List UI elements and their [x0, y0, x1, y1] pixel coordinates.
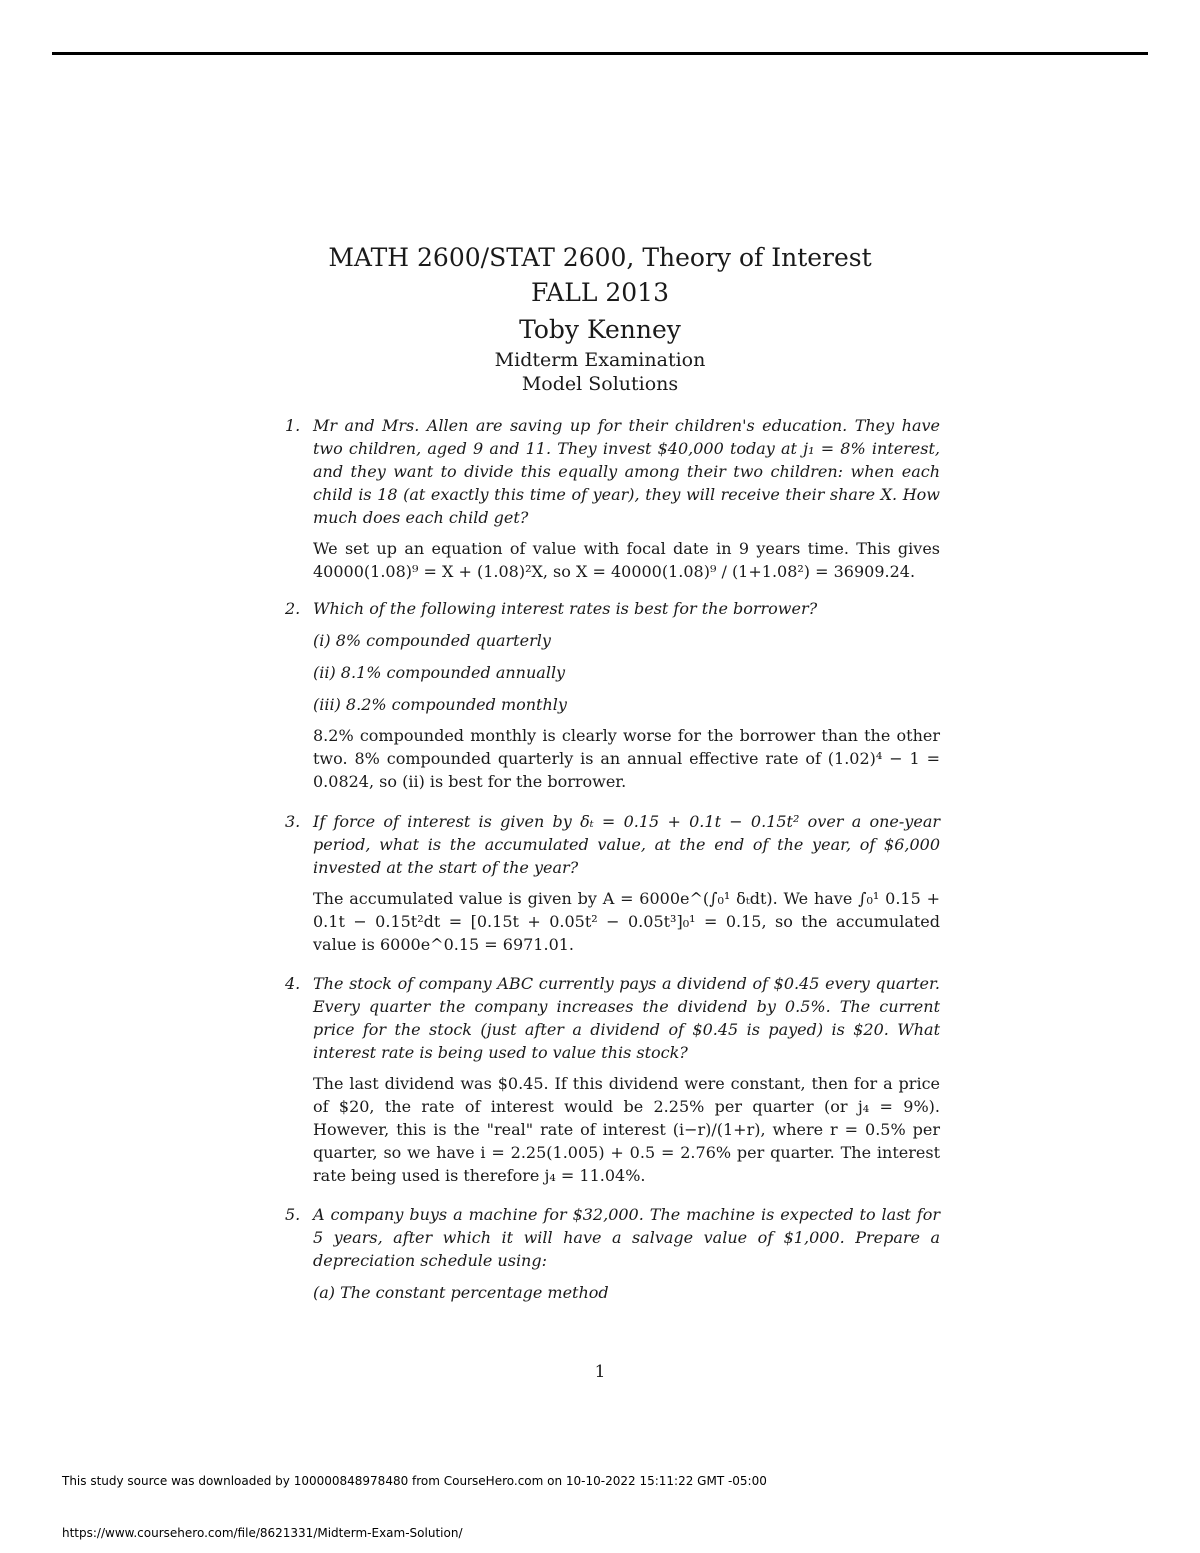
- question-5: [285, 1203, 940, 1304]
- option-ii: (ii) 8.1% compounded annually: [313, 663, 566, 682]
- question-number: 1.: [285, 416, 301, 435]
- question-text: If force of interest is given by δₜ = 0.15 + 0.1t − 0.15t² over a one-year period, what is the accumulated value, at the end of the year, of $6,000 invested at the start of the year?: [313, 812, 940, 877]
- question-text: Which of the following interest rates is best for the borrower?: [313, 599, 818, 618]
- option-iii: (iii) 8.2% compounded monthly: [313, 695, 567, 714]
- answer-text: The accumulated value is given by A = 6000e^(∫₀¹ δₜdt). We have ∫₀¹ 0.15 + 0.1t − 0.15t²dt = [0.15t + 0.05t² − 0.05t³]₀¹ = 0.15, so the accumulated value is 6000e^0.15 = 6971.01.: [313, 889, 940, 954]
- exam-name: Midterm Examination: [494, 349, 706, 371]
- question-text: The stock of company ABC currently pays a dividend of $0.45 every quarter. Every quarter the company increases the dividend by 0.5%. The current price for the stock (just after a dividend of $0.45 is payed) is $20. What interest rate is being used to value this stock?: [313, 974, 940, 1062]
- question-2: [285, 597, 940, 793]
- answer-text: The last dividend was $0.45. If this dividend were constant, then for a price of $20, the rate of interest would be 2.25% per quarter (or j₄ = 9%). However, this is the "real" rate of interest (i−r)/(1+r), where r = 0.5% per quarter, so we have i = 2.25(1.005) + 0.5 = 2.76% per quarter. The interest rate being used is therefore j₄ = 11.04%.: [313, 1074, 940, 1185]
- page-number: 1: [594, 1362, 606, 1382]
- option-a: (a) The constant percentage method: [313, 1283, 609, 1302]
- questions-list: [285, 414, 940, 1304]
- question-4: [285, 972, 940, 1187]
- option-i: (i) 8% compounded quarterly: [313, 631, 551, 650]
- question-number: 2.: [285, 599, 301, 618]
- course-title: MATH 2600/STAT 2600, Theory of Interest: [328, 243, 872, 272]
- question-text: A company buys a machine for $32,000. The machine is expected to last for 5 years, after which it will have a salvage value of $1,000. Prepare a depreciation schedule using:: [313, 1205, 940, 1270]
- question-3: [285, 810, 940, 956]
- question-number: 5.: [285, 1205, 301, 1224]
- author: Toby Kenney: [519, 315, 681, 344]
- subtitle: Model Solutions: [521, 373, 679, 395]
- question-text: Mr and Mrs. Allen are saving up for their children's education. They have two children, aged 9 and 11. They invest $40,000 today at j₁ = 8% interest, and they want to divide this equally among their two children: when each child is 18 (at exactly this time of year), they will receive their share X. How much does each child get?: [313, 416, 940, 527]
- source-url[interactable]: https://www.coursehero.com/file/8621331/Midterm-Exam-Solution/: [62, 1526, 463, 1540]
- answer-text: We set up an equation of value with focal date in 9 years time. This gives 40000(1.08)⁹ = X + (1.08)²X, so X = 40000(1.08)⁹ / (1+1.08²) = 36909.24.: [313, 539, 940, 581]
- question-number: 3.: [285, 812, 301, 831]
- term: FALL 2013: [530, 278, 669, 307]
- download-notice: This study source was downloaded by 100000848978480 from CourseHero.com on 10-10-2022 15:11:22 GMT -05:00: [62, 1474, 767, 1488]
- question-number: 4.: [285, 974, 301, 993]
- question-1: [285, 414, 940, 583]
- top-rule: [52, 52, 1148, 55]
- title-block: [0, 240, 1200, 396]
- answer-text: 8.2% compounded monthly is clearly worse for the borrower than the other two. 8% compounded quarterly is an annual effective rate of (1.02)⁴ − 1 = 0.0824, so (ii) is best for the borrower.: [313, 726, 940, 791]
